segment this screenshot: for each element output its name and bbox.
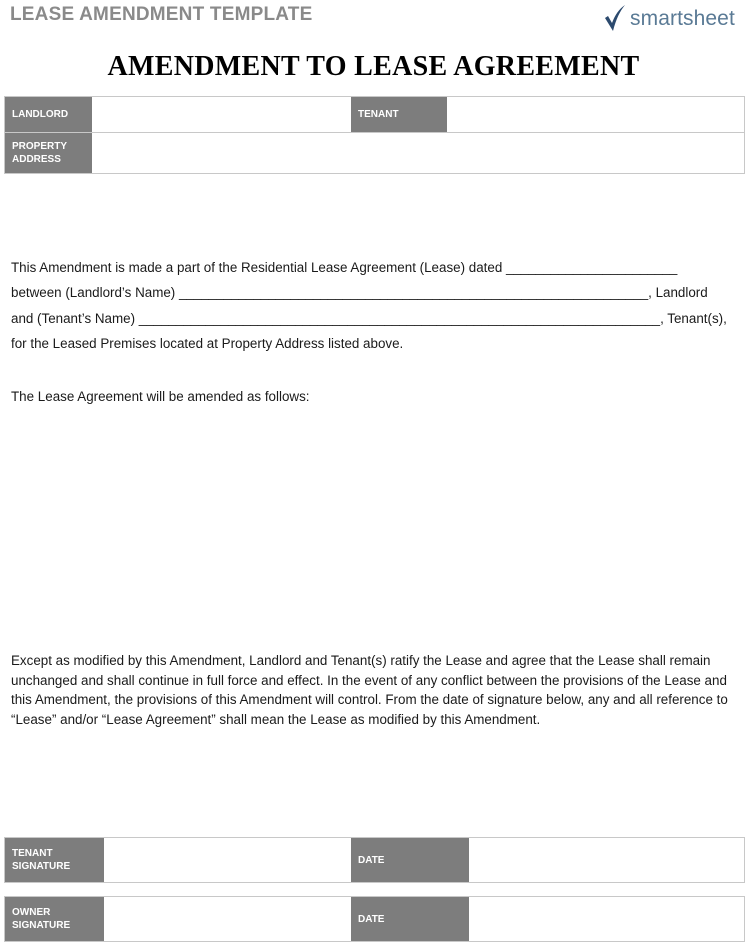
landlord-label: LANDLORD bbox=[5, 97, 92, 132]
logo-text: smartsheet bbox=[630, 7, 735, 30]
body-line-premises: for the Leased Premises located at Property Address listed above. bbox=[11, 336, 404, 351]
tenant-signature-row bbox=[4, 837, 745, 883]
owner-signature-field[interactable] bbox=[104, 897, 351, 941]
tenant-label: TENANT bbox=[351, 97, 447, 132]
parties-table bbox=[4, 96, 745, 174]
template-label: LEASE AMENDMENT TEMPLATE bbox=[10, 4, 313, 25]
owner-date-label: DATE bbox=[351, 897, 469, 941]
closing-paragraph: Except as modified by this Amendment, Landlord and Tenant(s) ratify the Lease and agree that the Lease shall remain unchanged and shall continue in full force and effect. In the event of any conflict between the provisions of the Lease and this Amendment, the provisions of this Amendment will control. From the date of signature below, any and all reference to “Lease” and/or “Lease Agreement” shall mean the Lease as modified by this Amendment. bbox=[11, 653, 728, 727]
tenant-signature-label: TENANT SIGNATURE bbox=[5, 838, 104, 882]
owner-date-field[interactable] bbox=[469, 897, 744, 941]
tenant-signature-field[interactable] bbox=[104, 838, 351, 882]
body-line-dated: This Amendment is made a part of the Residential Lease Agreement (Lease) dated _______________________ bbox=[11, 260, 678, 275]
owner-signature-row bbox=[4, 896, 745, 942]
smartsheet-check-icon bbox=[603, 4, 627, 34]
body-line-landlord: between (Landlord’s Name) _______________________________________________________________, Landlord bbox=[11, 285, 708, 300]
smartsheet-logo bbox=[603, 2, 735, 36]
tenant-field[interactable] bbox=[447, 97, 744, 132]
landlord-field[interactable] bbox=[92, 97, 351, 132]
document-title: AMENDMENT TO LEASE AGREEMENT bbox=[107, 51, 640, 82]
property-address-label: PROPERTY ADDRESS bbox=[5, 133, 92, 173]
property-address-field[interactable] bbox=[92, 133, 744, 173]
body-line-tenant: and (Tenant’s Name) ______________________________________________________________________, Tenant(s), bbox=[11, 311, 727, 326]
tenant-date-field[interactable] bbox=[469, 838, 744, 882]
owner-signature-label: OWNER SIGNATURE bbox=[5, 897, 104, 941]
amendment-intro: The Lease Agreement will be amended as follows: bbox=[11, 389, 310, 404]
tenant-date-label: DATE bbox=[351, 838, 469, 882]
